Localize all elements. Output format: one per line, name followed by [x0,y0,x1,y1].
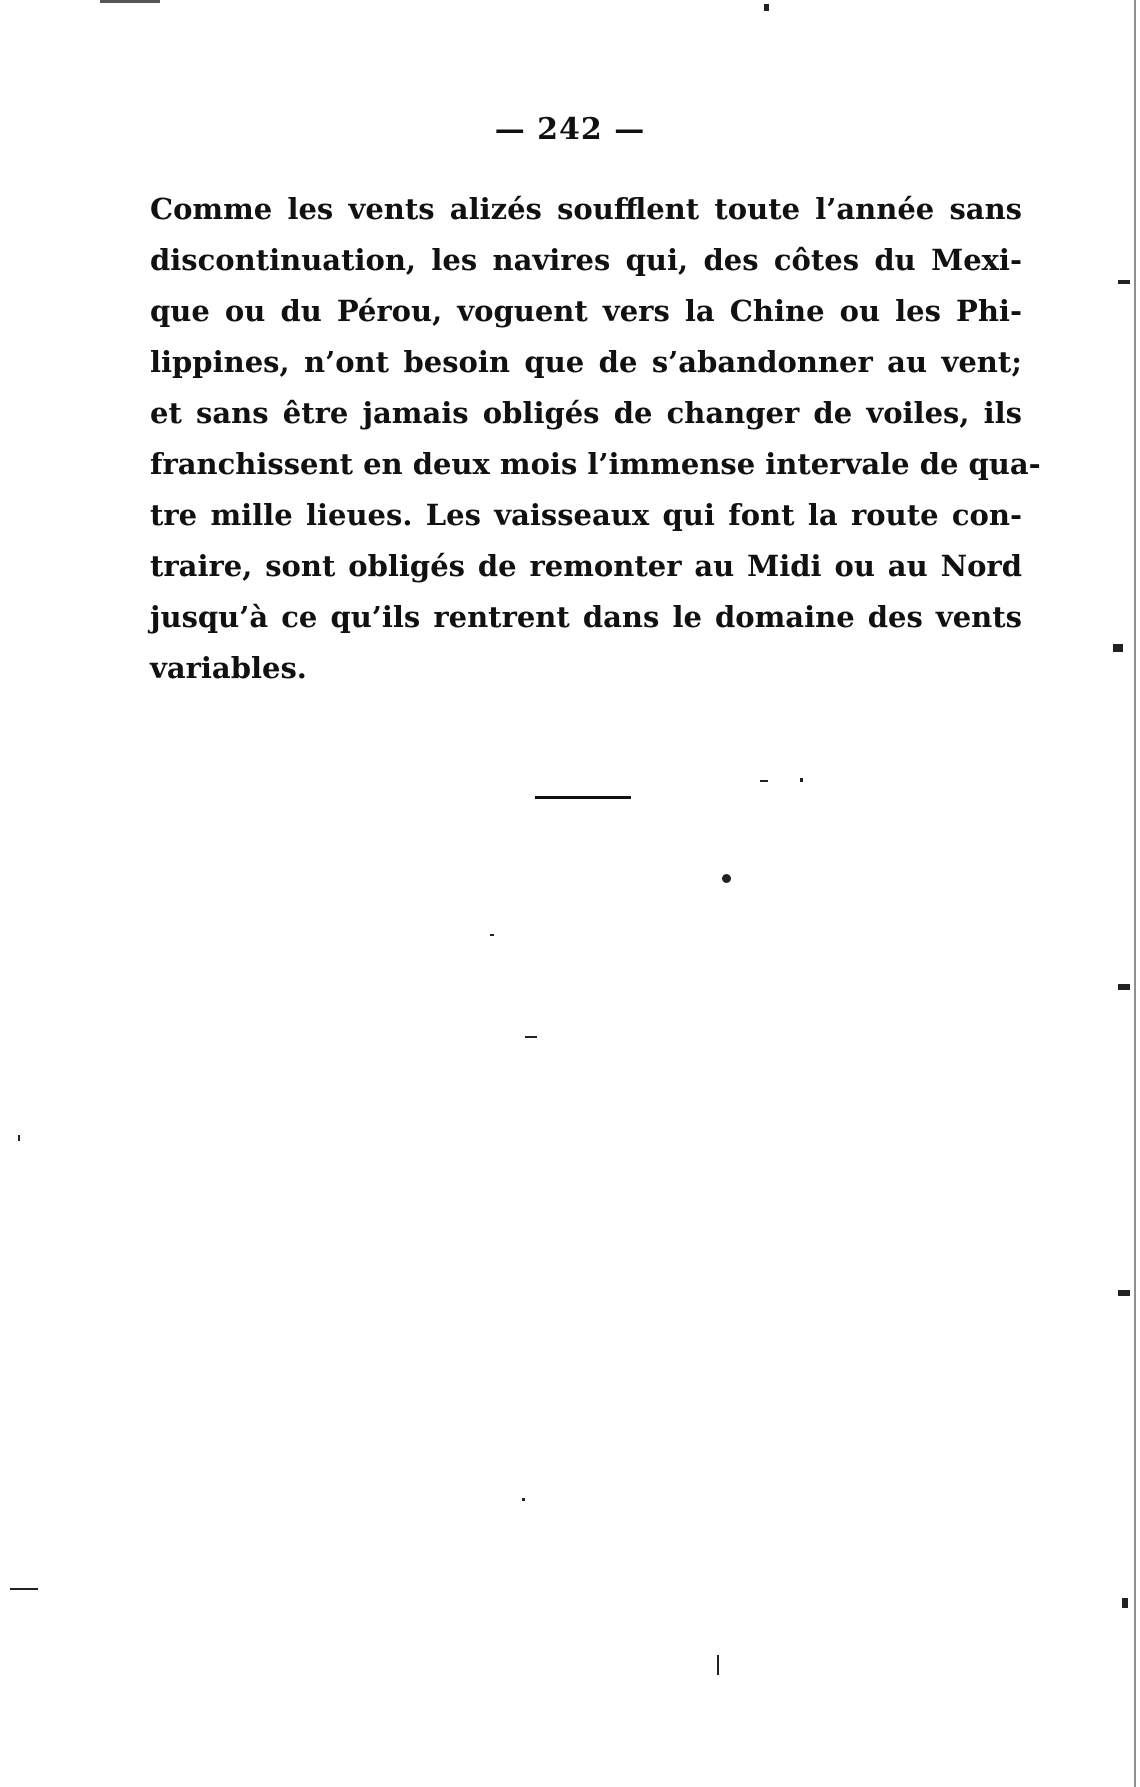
scan-speck [717,1655,719,1675]
scan-artifact [100,0,160,3]
section-divider [535,796,631,799]
scan-speck [800,778,803,782]
text-line: franchissent en deux mois l’immense intervale de qua- [150,447,1041,481]
scan-speck [760,780,768,782]
paragraph [150,184,1041,694]
scan-speck [1122,1598,1128,1608]
text-line: lippines, n’ont besoin que de s’abandonner au vent; [150,345,1022,379]
scan-speck [1113,644,1123,652]
scan-speck [1118,280,1130,284]
scan-speck [18,1135,20,1141]
scan-speck [1118,984,1130,990]
scan-speck [1118,1290,1130,1296]
text-line: jusqu’à ce qu’ils rentrent dans le domaine des vents [150,600,1022,634]
scan-speck [722,874,731,883]
scan-speck [764,4,769,11]
scan-speck [522,1498,525,1501]
text-line: tre mille lieues. Les vaisseaux qui font la route con- [150,498,1022,532]
scan-speck [10,1588,38,1590]
text-line: et sans être jamais obligés de changer de voiles, ils [150,396,1022,430]
page-number: — 242 — [494,112,646,147]
page-edge [1134,0,1136,1787]
text-line: que ou du Pérou, voguent vers la Chine ou les Phi- [150,294,1022,328]
text-line: traire, sont obligés de remonter au Midi ou au Nord [150,549,1022,583]
scan-speck [490,934,494,936]
text-line: discontinuation, les navires qui, des côtes du Mexi- [150,243,1022,277]
text-line: Comme les vents alizés soufflent toute l’année sans [150,192,1022,226]
text-line: variables. [150,651,307,685]
scan-speck [525,1036,537,1038]
